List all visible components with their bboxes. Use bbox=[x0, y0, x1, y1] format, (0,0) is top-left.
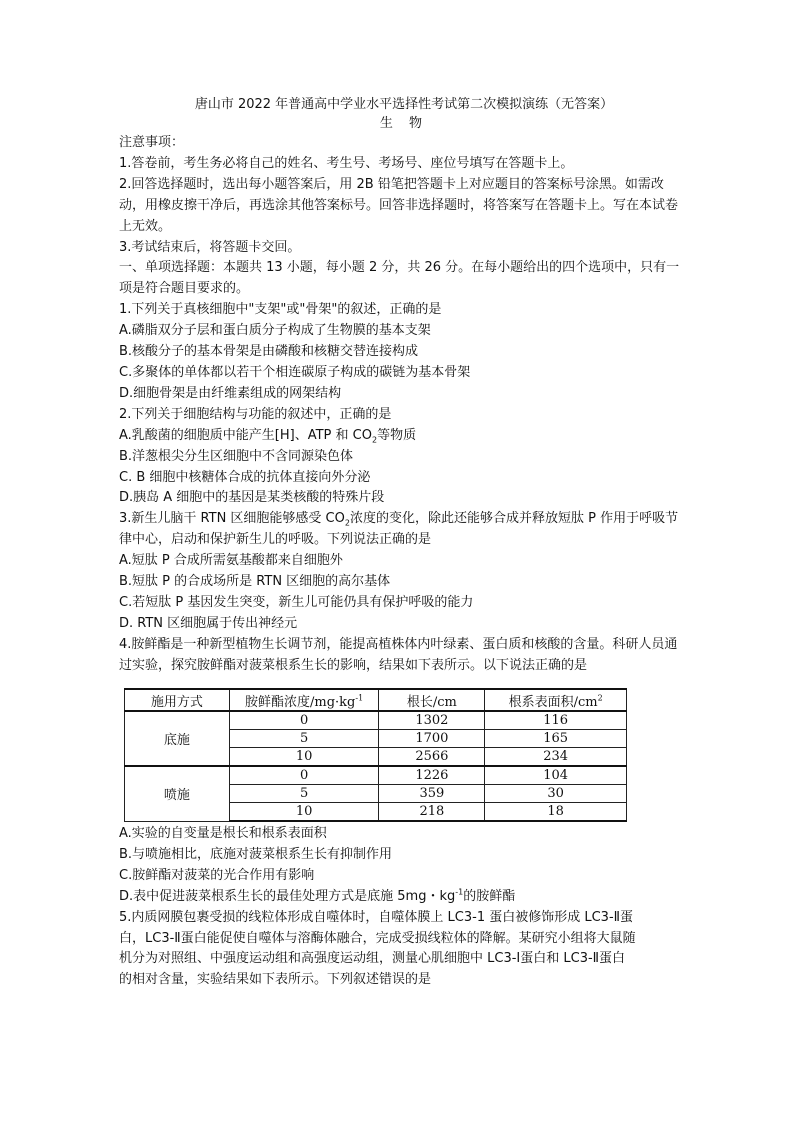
notice-heading: 注意事项： bbox=[119, 135, 185, 150]
after-table-content bbox=[119, 824, 694, 991]
header-cell-method: 施用方式 bbox=[125, 689, 230, 711]
question-4-stem: 4.胺鲜酯是一种新型植物生长调节剂，能提高植株体内叶绿素、蛋白质和核酸的含量。科研人员通过实验，探究胺鲜酯对菠菜根系生长的影响，结果如下表所示。以下说法正确的是 bbox=[119, 636, 678, 673]
question-2-option-d: D.胰岛 A 细胞中的基因是某类核酸的特殊片段 bbox=[119, 490, 385, 506]
table-cell: 218 bbox=[379, 803, 485, 822]
section-heading: 一、单项选择题：本题共 13 小题，每小题 2 分，共 26 分。在每小题给出的四个选项中，只有一项是符合题目要求的。 bbox=[119, 260, 680, 297]
question-2-option-a: A.乳酸菌的细胞质中能产生[H]、ATP 和 $CO_2$等物质 bbox=[119, 427, 417, 445]
table-cell: 5 bbox=[229, 730, 379, 748]
question-2-stem: 2.下列关于细胞结构与功能的叙述中，正确的是 bbox=[119, 406, 392, 422]
table-cell: 234 bbox=[485, 748, 627, 767]
method-cell: 喷施 bbox=[125, 766, 230, 821]
question-1-option-a: A.磷脂双分子层和蛋白质分子构成了生物膜的基本支架 bbox=[119, 323, 431, 339]
subject-title: 生 物 bbox=[379, 116, 429, 131]
table-cell: 5 bbox=[229, 785, 379, 803]
notice-item: 3.考试结束后，将答题卡交回。 bbox=[119, 239, 301, 255]
question-4-option-b: B.与喷施相比，底施对菠菜根系生长有抑制作用 bbox=[119, 846, 393, 862]
table-cell: 1302 bbox=[379, 711, 485, 730]
question-5-line: 5.内质网膜包裹受损的线粒体形成自噬体时，自噬体膜上 LC3-1 蛋白被修饰形成 LC3-Ⅱ蛋 bbox=[119, 909, 634, 925]
table-cell: 2566 bbox=[379, 748, 485, 767]
header-cell-concentration: 胺鲜酯浓度$/mg\cdot kg^{-1}$ bbox=[229, 689, 379, 711]
table-cell: 0 bbox=[229, 766, 379, 785]
question-5-line: 白，LC3-Ⅱ蛋白能促使自噬体与溶酶体融合，完成受损线粒体的降解。某研究小组将大鼠随 bbox=[119, 930, 636, 946]
results-table bbox=[124, 688, 627, 822]
table-cell: 30 bbox=[485, 785, 627, 803]
table-cell: 165 bbox=[485, 730, 627, 748]
table-cell: 10 bbox=[229, 803, 379, 822]
question-3-option-d: D. RTN 区细胞属于传出神经元 bbox=[119, 615, 298, 631]
question-2-option-c: C. B 细胞中核糖体合成的抗体直接向外分泌 bbox=[119, 469, 371, 485]
method-cell: 底施 bbox=[125, 711, 230, 766]
question-1-option-c: C.多聚体的单体都以若干个相连碳原子构成的碳链为基本骨架 bbox=[119, 364, 471, 380]
question-4-option-d: D.表中促进菠菜根系生长的最佳处理方式是底施 5mg・$kg^{-1}$的胺鲜酯 bbox=[119, 887, 516, 904]
question-2-option-b: B.洋葱根尖分生区细胞中不含同源染色体 bbox=[119, 448, 354, 464]
question-5-line: 机分为对照组、中强度运动组和高强度运动组，测量心肌细胞中 LC3-Ⅰ蛋白和 LC3-Ⅱ蛋白 bbox=[119, 951, 626, 967]
table-cell: 10 bbox=[229, 748, 379, 767]
header-cell-root-length: 根长/cm bbox=[379, 689, 485, 711]
table-cell: 0 bbox=[229, 711, 379, 730]
question-1-option-b: B.核酸分子的基本骨架是由磷酸和核糖交替连接构成 bbox=[119, 344, 419, 360]
question-3-option-a: A.短肽 P 合成所需氨基酸都来自细胞外 bbox=[119, 553, 343, 569]
question-4-option-c: C.胺鲜酯对菠菜的光合作用有影响 bbox=[119, 867, 315, 883]
table-row bbox=[125, 711, 627, 730]
table-cell: 1226 bbox=[379, 766, 485, 785]
question-1-stem: 1.下列关于真核细胞中"支架"或"骨架"的叙述，正确的是 bbox=[119, 302, 442, 318]
header-cell-root-area: 根系表面积$/cm^2$ bbox=[485, 689, 627, 711]
table-header-row bbox=[125, 689, 627, 711]
table-cell: 18 bbox=[485, 803, 627, 822]
exam-page bbox=[119, 95, 689, 677]
table-cell: 359 bbox=[379, 785, 485, 803]
question-4-option-a: A.实验的自变量是根长和根系表面积 bbox=[119, 826, 327, 841]
question-3-option-c: C.若短肽 P 基因发生突变，新生儿可能仍具有保护呼吸的能力 bbox=[119, 594, 474, 610]
table-cell: 116 bbox=[485, 711, 627, 730]
table-cell: 1700 bbox=[379, 730, 485, 748]
question-3-stem: 3.新生儿脑干 RTN 区细胞能够感受 $CO_2$浓度的变化，除此还能够合成并释放短肽 P 作用于呼吸节律中心，启动和保护新生儿的呼吸。下列说法正确的是 bbox=[119, 511, 679, 548]
question-3-option-b: B.短肽 P 的合成场所是 RTN 区细胞的高尔基体 bbox=[119, 574, 391, 590]
exam-title: 唐山市 2022 年普通高中学业水平选择性考试第二次模拟演练（无答案） bbox=[194, 97, 614, 112]
notice-item: 2.回答选择题时，选出每小题答案后，用 2B 铅笔把答题卡上对应题目的答案标号涂黑。如需改动，用橡皮擦干净后，再选涂其他答案标号。回答非选择题时，将答案写在答题卡上。写在本试卷上无效。 bbox=[119, 176, 679, 234]
question-5-line: 的相对含量，实验结果如下表所示。下列叙述错误的是 bbox=[119, 972, 432, 988]
notice-item: 1.答卷前，考生务必将自己的姓名、考生号、考场号、座位号填写在答题卡上。 bbox=[119, 155, 574, 171]
question-1-option-d: D.细胞骨架是由纤维素组成的网架结构 bbox=[119, 385, 342, 401]
table-row bbox=[125, 766, 627, 785]
table-cell: 104 bbox=[485, 766, 627, 785]
